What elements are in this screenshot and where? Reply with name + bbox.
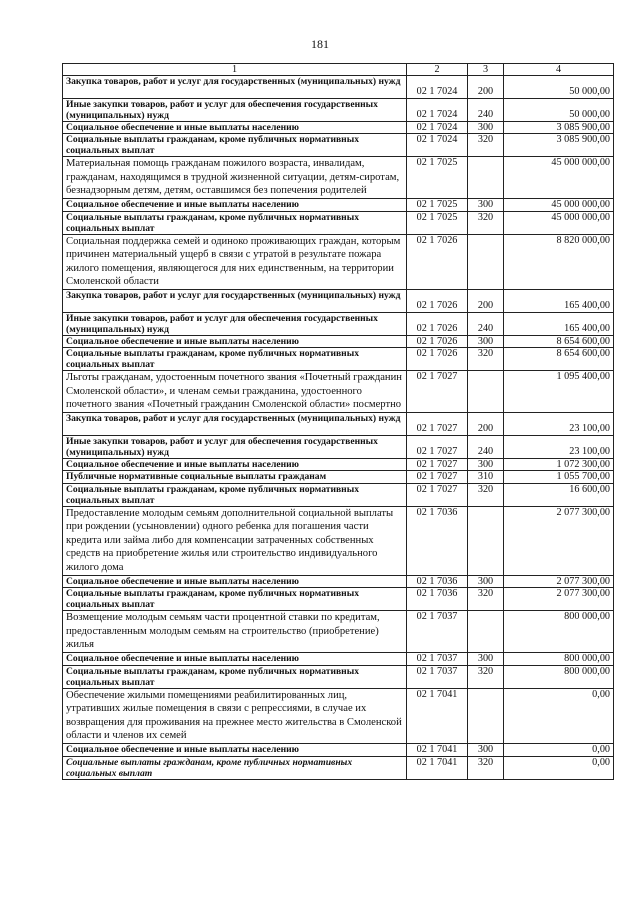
table-row (63, 611, 614, 653)
row-code-cell: 02 1 7036 (407, 506, 468, 575)
row-expense-type-cell: 300 (468, 653, 504, 666)
row-amount-cell: 1 055 700,00 (504, 471, 614, 484)
row-amount-cell: 165 400,00 (504, 312, 614, 335)
table-row (63, 471, 614, 484)
row-expense-type-cell: 310 (468, 471, 504, 484)
table-row (63, 665, 614, 688)
row-amount-cell: 2 077 300,00 (504, 506, 614, 575)
table-row (63, 348, 614, 371)
row-amount-cell: 3 085 900,00 (504, 134, 614, 157)
row-code-cell: 02 1 7041 (407, 688, 468, 743)
row-name-cell: Закупка товаров, работ и услуг для государственных (муниципальных) нужд (63, 289, 407, 312)
row-code-cell: 02 1 7026 (407, 234, 468, 289)
row-amount-cell: 1 095 400,00 (504, 371, 614, 413)
row-name-cell: Социальные выплаты гражданам, кроме публичных нормативных социальных выплат (63, 483, 407, 506)
row-code-cell: 02 1 7025 (407, 198, 468, 211)
table-row (63, 506, 614, 575)
row-name-cell: Материальная помощь гражданам пожилого возраста, инвалидам, гражданам, находящимся в трудной жизненной ситуации, детям-сиротам, безнадзорным детям, детям, оставшимся без попечения родителей (63, 157, 407, 199)
row-name-cell: Социальные выплаты гражданам, кроме публичных нормативных социальных выплат (63, 348, 407, 371)
row-code-cell: 02 1 7026 (407, 312, 468, 335)
row-name-cell: Возмещение молодым семьям части процентной ставки по кредитам, предоставленным молодым семьям на строительство (приобретение) жилья (63, 611, 407, 653)
row-code-cell: 02 1 7024 (407, 121, 468, 134)
row-name-cell: Социальные выплаты гражданам, кроме публичных нормативных социальных выплат (63, 756, 407, 779)
table-header-row (63, 64, 614, 76)
table-row (63, 198, 614, 211)
row-name-cell: Социальное обеспечение и иные выплаты населению (63, 198, 407, 211)
row-expense-type-cell (468, 688, 504, 743)
row-expense-type-cell: 240 (468, 98, 504, 121)
row-expense-type-cell (468, 506, 504, 575)
row-expense-type-cell: 300 (468, 121, 504, 134)
table-body (63, 76, 614, 780)
table-row (63, 371, 614, 413)
row-expense-type-cell: 320 (468, 348, 504, 371)
table-row (63, 688, 614, 743)
row-expense-type-cell: 320 (468, 588, 504, 611)
row-expense-type-cell (468, 371, 504, 413)
row-name-cell: Иные закупки товаров, работ и услуг для обеспечения государственных (муниципальных) нужд (63, 312, 407, 335)
row-amount-cell: 0,00 (504, 756, 614, 779)
row-amount-cell: 2 077 300,00 (504, 575, 614, 588)
row-expense-type-cell: 320 (468, 665, 504, 688)
table-row (63, 756, 614, 779)
row-code-cell: 02 1 7024 (407, 76, 468, 99)
row-name-cell: Социальные выплаты гражданам, кроме публичных нормативных социальных выплат (63, 134, 407, 157)
row-name-cell: Иные закупки товаров, работ и услуг для обеспечения государственных (муниципальных) нужд (63, 98, 407, 121)
table-row (63, 121, 614, 134)
row-code-cell: 02 1 7027 (407, 435, 468, 458)
row-code-cell: 02 1 7026 (407, 289, 468, 312)
row-code-cell: 02 1 7026 (407, 348, 468, 371)
row-code-cell: 02 1 7026 (407, 335, 468, 348)
table-row (63, 435, 614, 458)
table-row (63, 289, 614, 312)
row-amount-cell: 800 000,00 (504, 653, 614, 666)
row-name-cell: Обеспечение жилыми помещениями реабилитированных лиц, утративших жилые помещения в связи с репрессиями, в случае их возвращения для проживания на прежнее место жительства в Смоленской области и членов их семей (63, 688, 407, 743)
row-expense-type-cell (468, 611, 504, 653)
row-expense-type-cell: 200 (468, 412, 504, 435)
row-name-cell: Социальное обеспечение и иные выплаты населению (63, 575, 407, 588)
row-amount-cell: 8 654 600,00 (504, 348, 614, 371)
row-code-cell: 02 1 7027 (407, 371, 468, 413)
row-code-cell: 02 1 7027 (407, 412, 468, 435)
row-amount-cell: 23 100,00 (504, 412, 614, 435)
row-name-cell: Льготы гражданам, удостоенным почетного звания «Почетный гражданин Смоленской области», и членам семьи гражданина, удостоенного почетного звания «Почетный гражданин Смоленской области» посмертно (63, 371, 407, 413)
table-row (63, 312, 614, 335)
row-expense-type-cell: 320 (468, 756, 504, 779)
table-row (63, 234, 614, 289)
row-expense-type-cell: 300 (468, 575, 504, 588)
row-code-cell: 02 1 7037 (407, 611, 468, 653)
row-amount-cell: 50 000,00 (504, 98, 614, 121)
row-expense-type-cell: 320 (468, 134, 504, 157)
row-expense-type-cell: 320 (468, 483, 504, 506)
row-amount-cell: 800 000,00 (504, 611, 614, 653)
table-row (63, 157, 614, 199)
row-code-cell: 02 1 7025 (407, 211, 468, 234)
table-row (63, 412, 614, 435)
row-name-cell: Социальное обеспечение и иные выплаты населению (63, 653, 407, 666)
row-amount-cell: 8 820 000,00 (504, 234, 614, 289)
row-expense-type-cell: 240 (468, 435, 504, 458)
row-amount-cell: 1 072 300,00 (504, 458, 614, 471)
row-expense-type-cell: 240 (468, 312, 504, 335)
row-code-cell: 02 1 7041 (407, 744, 468, 757)
row-amount-cell: 45 000 000,00 (504, 211, 614, 234)
row-code-cell: 02 1 7024 (407, 134, 468, 157)
row-expense-type-cell (468, 234, 504, 289)
budget-table (62, 63, 614, 780)
row-expense-type-cell: 300 (468, 335, 504, 348)
table-row (63, 588, 614, 611)
table-row (63, 335, 614, 348)
row-name-cell: Социальные выплаты гражданам, кроме публичных нормативных социальных выплат (63, 588, 407, 611)
table-row (63, 483, 614, 506)
table-row (63, 458, 614, 471)
row-code-cell: 02 1 7025 (407, 157, 468, 199)
header-col-1: 1 (63, 64, 407, 76)
row-name-cell: Закупка товаров, работ и услуг для государственных (муниципальных) нужд (63, 76, 407, 99)
row-amount-cell: 16 600,00 (504, 483, 614, 506)
row-name-cell: Предоставление молодым семьям дополнительной социальной выплаты при рождении (усыновлении) одного ребенка для погашения части кредита или займа либо для компенсации затраченных собственных средств на приобретение жилья или строительство индивидуального жилого дома (63, 506, 407, 575)
table-row (63, 653, 614, 666)
row-code-cell: 02 1 7036 (407, 588, 468, 611)
row-amount-cell: 0,00 (504, 688, 614, 743)
row-code-cell: 02 1 7037 (407, 653, 468, 666)
row-expense-type-cell: 300 (468, 458, 504, 471)
row-name-cell: Социальные выплаты гражданам, кроме публичных нормативных социальных выплат (63, 211, 407, 234)
row-amount-cell: 165 400,00 (504, 289, 614, 312)
row-code-cell: 02 1 7027 (407, 458, 468, 471)
row-expense-type-cell (468, 157, 504, 199)
row-expense-type-cell: 300 (468, 744, 504, 757)
row-code-cell: 02 1 7024 (407, 98, 468, 121)
row-name-cell: Социальная поддержка семей и одиноко проживающих граждан, которым причинен материальный ущерб в связи с утратой в результате пожара жилого помещения, являющегося для них единственным, на территории Смоленской области (63, 234, 407, 289)
table-row (63, 744, 614, 757)
table-row (63, 76, 614, 99)
row-name-cell: Публичные нормативные социальные выплаты гражданам (63, 471, 407, 484)
row-amount-cell: 45 000 000,00 (504, 157, 614, 199)
row-code-cell: 02 1 7036 (407, 575, 468, 588)
row-amount-cell: 3 085 900,00 (504, 121, 614, 134)
row-name-cell: Социальное обеспечение и иные выплаты населению (63, 458, 407, 471)
table-row (63, 134, 614, 157)
header-col-3: 3 (468, 64, 504, 76)
row-amount-cell: 0,00 (504, 744, 614, 757)
row-name-cell: Иные закупки товаров, работ и услуг для обеспечения государственных (муниципальных) нужд (63, 435, 407, 458)
row-amount-cell: 50 000,00 (504, 76, 614, 99)
table-row (63, 211, 614, 234)
row-expense-type-cell: 200 (468, 289, 504, 312)
row-expense-type-cell: 320 (468, 211, 504, 234)
row-code-cell: 02 1 7027 (407, 471, 468, 484)
row-name-cell: Социальное обеспечение и иные выплаты населению (63, 335, 407, 348)
row-name-cell: Социальное обеспечение и иные выплаты населению (63, 121, 407, 134)
row-amount-cell: 23 100,00 (504, 435, 614, 458)
row-expense-type-cell: 300 (468, 198, 504, 211)
header-col-4: 4 (504, 64, 614, 76)
row-amount-cell: 800 000,00 (504, 665, 614, 688)
row-amount-cell: 45 000 000,00 (504, 198, 614, 211)
row-code-cell: 02 1 7037 (407, 665, 468, 688)
table-row (63, 575, 614, 588)
row-name-cell: Социальные выплаты гражданам, кроме публичных нормативных социальных выплат (63, 665, 407, 688)
row-code-cell: 02 1 7041 (407, 756, 468, 779)
row-name-cell: Социальное обеспечение и иные выплаты населению (63, 744, 407, 757)
page-number: 181 (311, 37, 329, 51)
row-expense-type-cell: 200 (468, 76, 504, 99)
row-amount-cell: 2 077 300,00 (504, 588, 614, 611)
header-col-2: 2 (407, 64, 468, 76)
row-name-cell: Закупка товаров, работ и услуг для государственных (муниципальных) нужд (63, 412, 407, 435)
row-amount-cell: 8 654 600,00 (504, 335, 614, 348)
table-row (63, 98, 614, 121)
row-code-cell: 02 1 7027 (407, 483, 468, 506)
